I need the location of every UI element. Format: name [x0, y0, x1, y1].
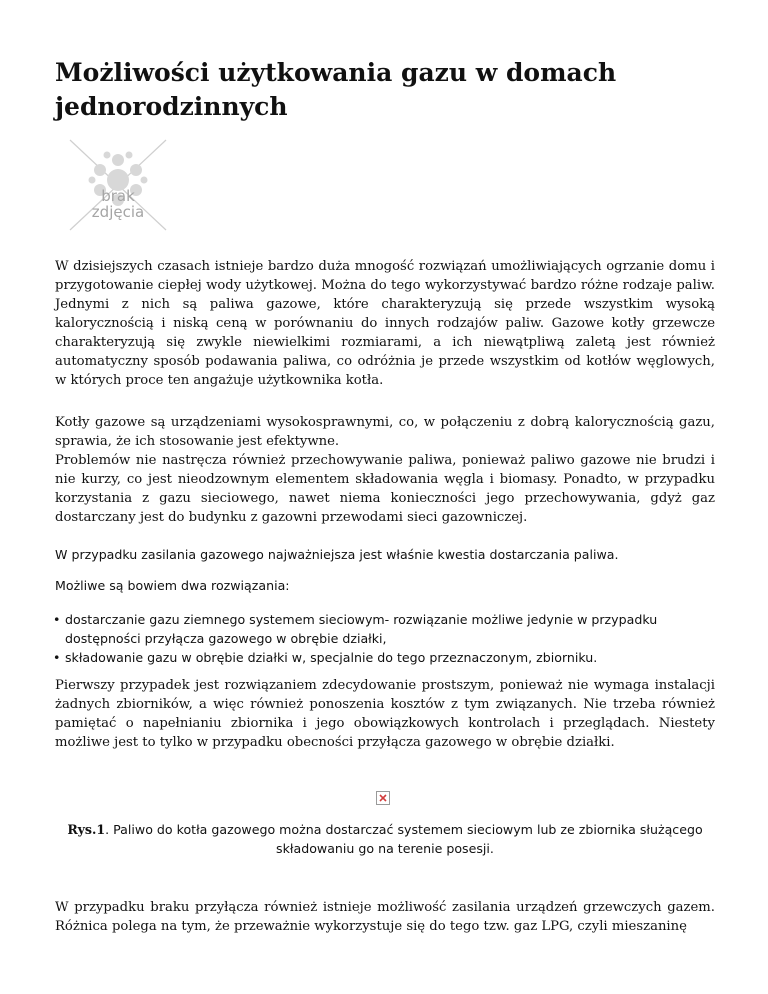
- paragraph-options: Możliwe są bowiem dwa rozwiązania:: [55, 578, 290, 593]
- paragraph-supply: W przypadku zasilania gazowego najważniejsza jest właśnie kwestia dostarczania paliwa.: [55, 547, 619, 562]
- options-list: [55, 610, 715, 667]
- list-item: • dostarczanie gazu ziemnego systemem sieciowym- rozwiązanie możliwe jedynie w przypadku dostępności przyłącza gazowego w obrębie działki,: [55, 610, 715, 648]
- snowflake-icon: [68, 138, 168, 232]
- placeholder-line2: zdjęcia: [91, 203, 145, 221]
- figure-label: Rys.1: [67, 822, 106, 837]
- list-item: • składowanie gazu w obrębie działki w, specjalnie do tego przeznaczonym, zbiorniku.: [55, 648, 715, 667]
- article-title: Możliwości użytkowania gazu w domach jednorodzinnych: [55, 58, 617, 121]
- paragraph-storage: Problemów nie nastręcza również przechowywanie paliwa, ponieważ paliwo gazowe nie brudzi i nie kurzy, co jest nieodzownym elementem składowania węgla i biomasy. Ponadto, w przypadku korzystania z gazu sieciowego, nawet niema konieczności jego przechowywania, gdyż gaz dostarczany jest do budynku z gazowni przewodami sieci gazowniczej.: [55, 453, 715, 525]
- no-image-placeholder: [68, 138, 168, 232]
- broken-image-icon: [376, 790, 390, 804]
- paragraph-lpg: W przypadku braku przyłącza również istnieje możliwość zasilania urządzeń grzewczych gazem. Różnica polega na tym, że przeważnie wykorzystuje się do tego tzw. gaz LPG, czyli mieszaninę: [55, 900, 715, 934]
- paragraph-intro: W dzisiejszych czasach istnieje bardzo duża mnogość rozwiązań umożliwiających ogrzanie domu i przygotowanie ciepłej wody użytkowej. Można do tego wykorzystywać bardzo różne rodzaje paliw. Jednymi z nich są paliwa gazowe, które charakteryzują się przede wszystkim wysoką kalorycznością i niską ceną w porównaniu do innych rodzajów paliw. Gazowe kotły grzewcze charakteryzują się zwykle niewielkimi rozmiarami, a ich niewątpliwą zaletą jest również automatyczny sposób podawania paliwa, co odróżnia je przede wszystkim od kotłów węglowych, w których proce ten angażuje użytkownika kotła.: [55, 259, 715, 388]
- paragraph-group-boilers: [55, 413, 715, 527]
- placeholder-line1: brak: [101, 187, 135, 205]
- paragraph-efficiency: Kotły gazowe są urządzeniami wysokosprawnymi, co, w połączeniu z dobrą kalorycznością gazu, sprawia, że ich stosowanie jest efektywne.: [55, 415, 715, 449]
- figure-caption-text: . Paliwo do kotła gazowego można dostarczać systemem sieciowym lub ze zbiornika służącego składowaniu go na terenie posesji.: [105, 822, 703, 856]
- paragraph-first-case: Pierwszy przypadek jest rozwiązaniem zdecydowanie prostszym, ponieważ nie wymaga instalacji żadnych zbiorników, a więc również ponoszenia kosztów z tym związanych. Nie trzeba również pamiętać o napełnianiu zbiornika i jego obowiązkowych kontrolach i przeglądach. Niestety możliwe jest to tylko w przypadku obecności przyłącza gazowego w obrębie działki.: [55, 678, 715, 750]
- figure-caption: [55, 820, 715, 858]
